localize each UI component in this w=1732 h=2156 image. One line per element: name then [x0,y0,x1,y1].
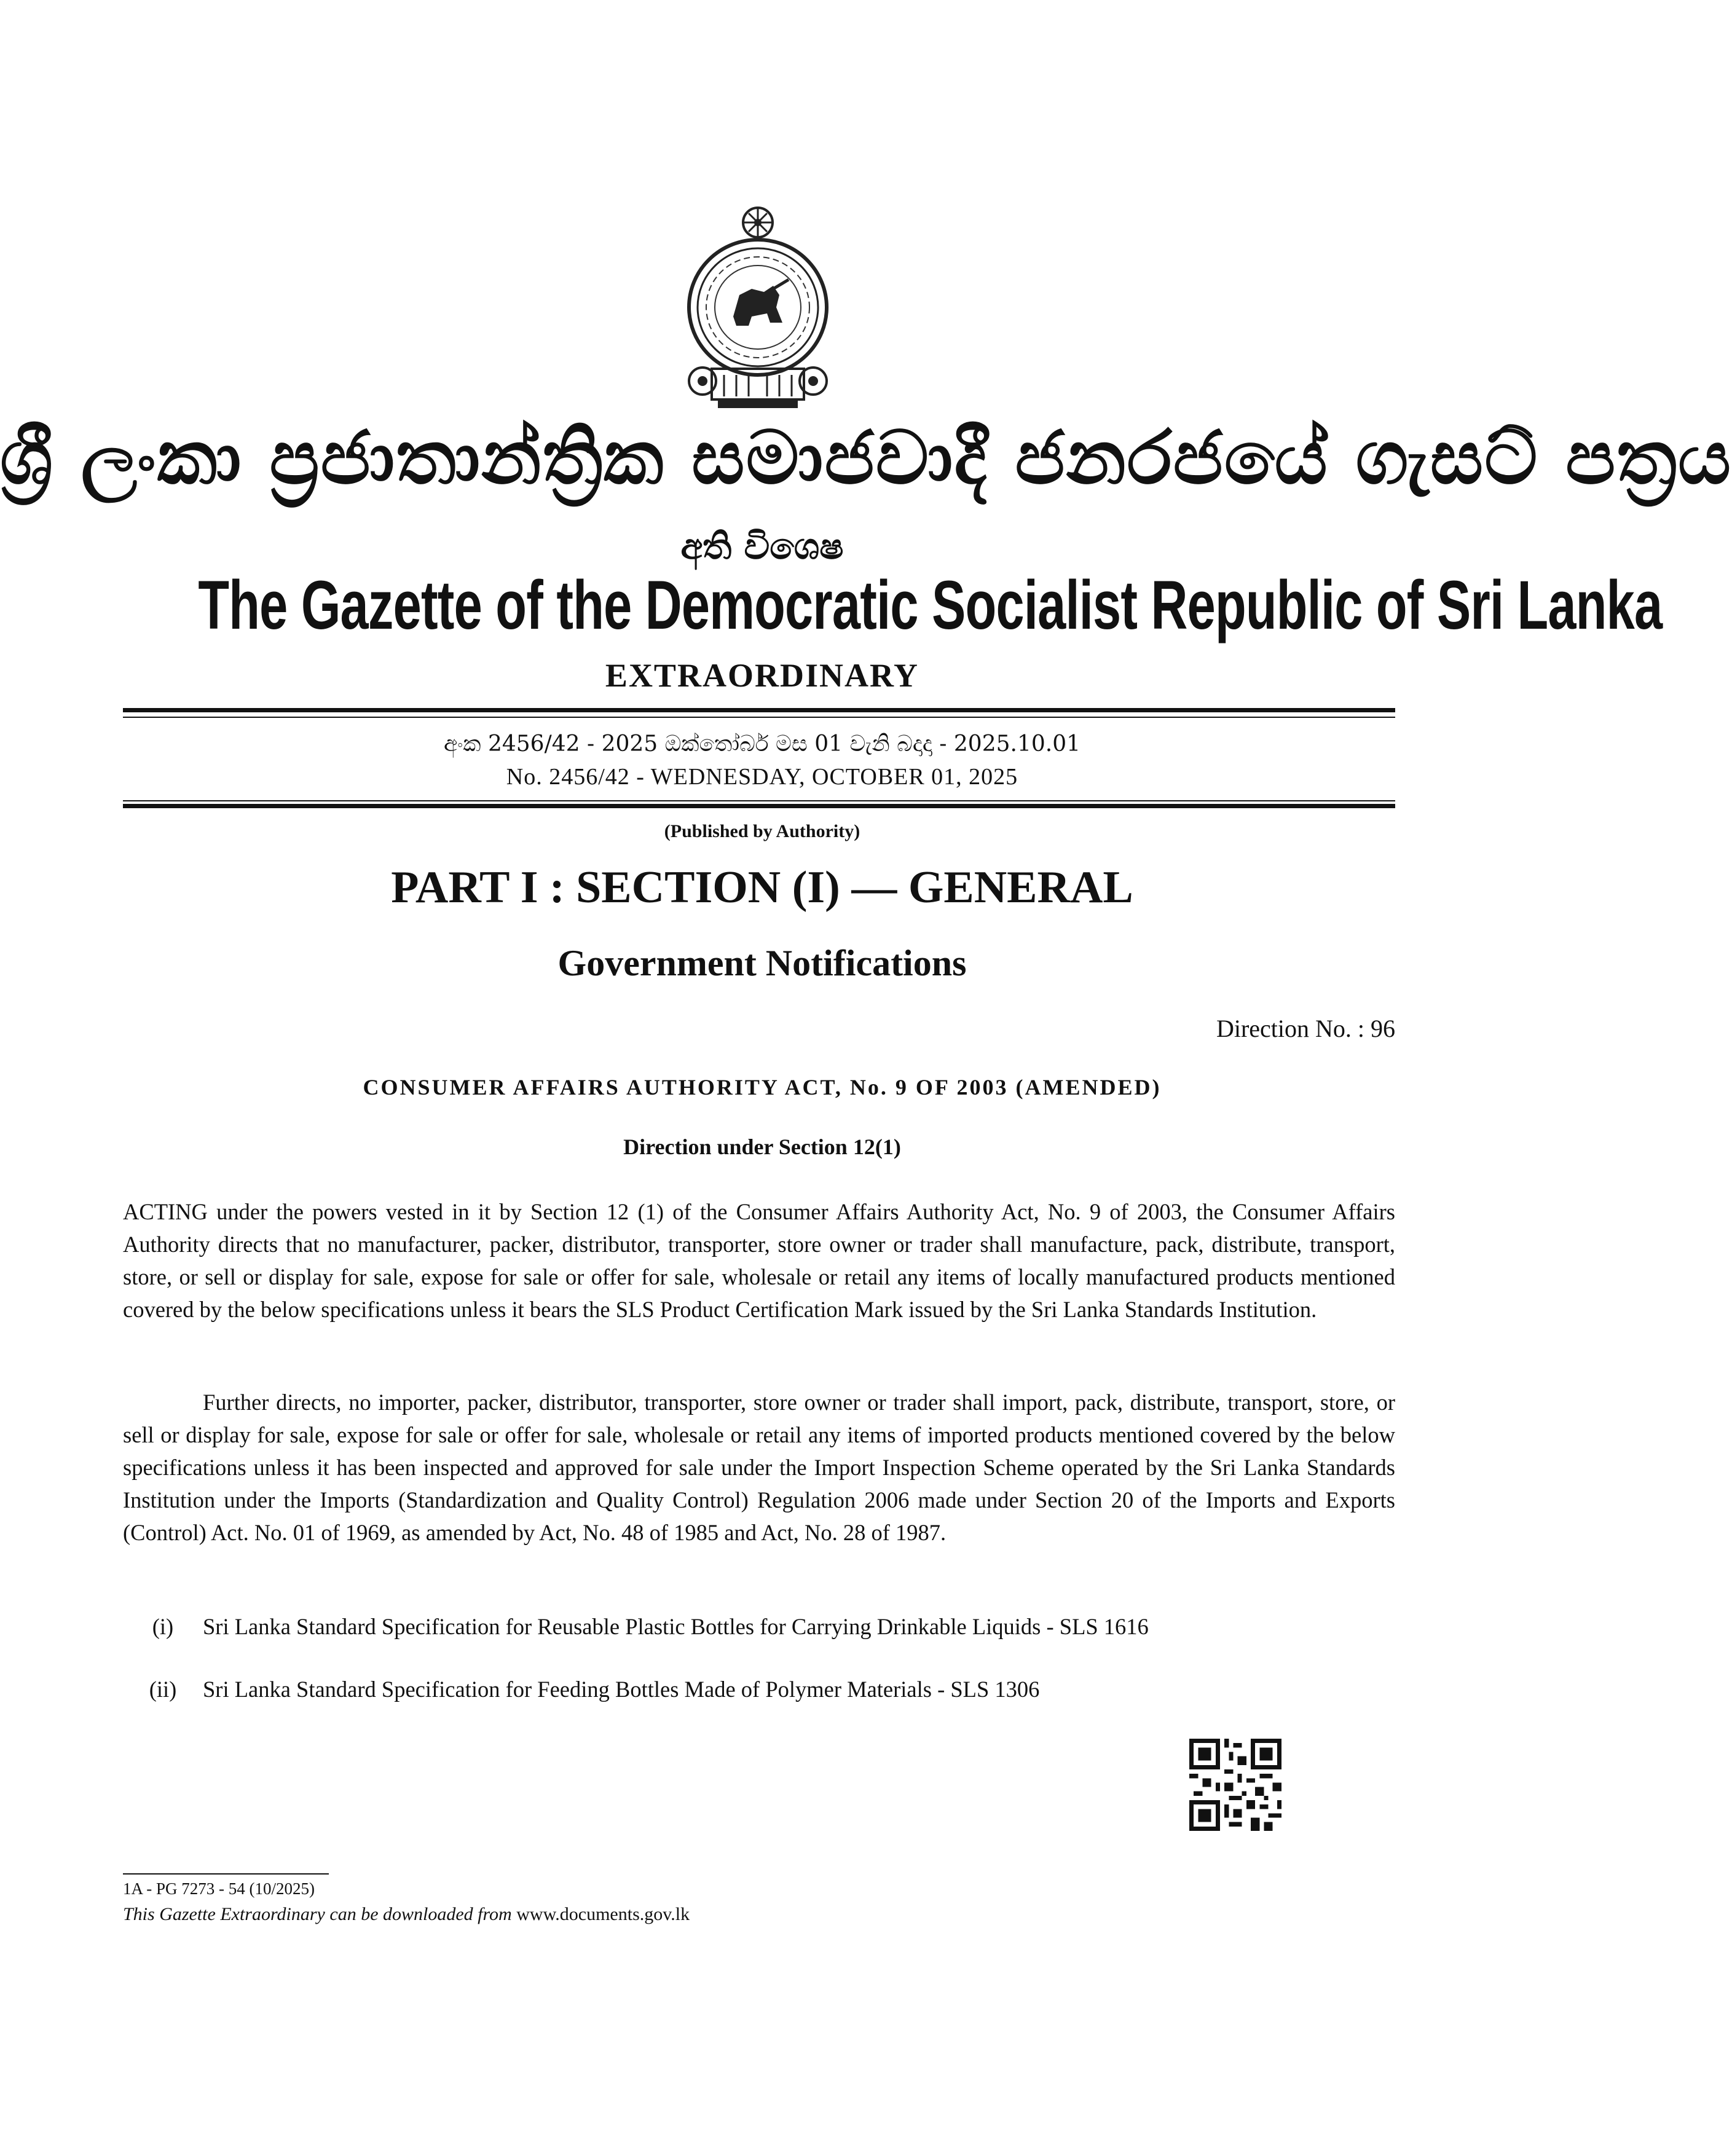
issue-line-english: No. 2456/42 - WEDNESDAY, OCTOBER 01, 2025 [506,764,1018,790]
gazette-title-english: The Gazette of the Democratic Socialist Republic of Sri Lanka [198,567,1663,643]
footer-divider [123,1873,329,1875]
header-divider [123,717,1395,718]
specification-item [123,1673,1395,1706]
direction-subheading: Direction under Section 12(1) [623,1135,901,1159]
download-note [123,1904,690,1925]
print-code: 1A - PG 7273 - 54 (10/2025) [123,1879,315,1898]
extraordinary-label-sinhala: අති විශෙෂ [680,525,844,567]
notifications-heading: Government Notifications [557,943,967,983]
specification-number: (ii) [149,1677,177,1702]
specification-number: (i) [152,1614,174,1639]
body-paragraph: ACTING under the powers vested in it by Section 12 (1) of the Consumer Affairs Authority Act, No. 9 of 2003, the Consumer Affairs Authority directs that no manufacturer, packer, distributor, transporter, store owner or trader shall manufacture, pack, distribute, transport, store, or sell or display for sale, expose for sale or offer for sale, wholesale or retail any items of locally manufactured products mentioned covered by the below specifications unless it bears the SLS Product Certification Mark issued by the Sri Lanka Standards Institution. [123,1199,1395,1322]
specification-item [123,1610,1395,1643]
gazette-title-sinhala: ශ්‍රී ලංකා ප්‍රජාතාන්ත්‍රික සමාජවාදී ජනරජයේ ගැසට් පත්‍රය [0,415,1732,501]
download-note-text: This Gazette Extraordinary can be downloaded from [123,1904,512,1924]
part-heading: PART I : SECTION (I) — GENERAL [391,862,1133,913]
body-paragraph: Further directs, no importer, packer, distributor, transporter, store owner or trader shall import, pack, distribute, transport, store, or sell or display for sale, expose for sale or offer for sale, wholesale or retail any items of imported products mentioned covered by the below specifications unless it has been inspected and approved for sale under the Import Inspection Scheme operated by the Sri Lanka Standards Institution under the Imports (Standardization and Quality Control) Regulation 2006 made under Section 20 of the Imports and Exports (Control) Act. No. 01 of 1969, as amended by Act, No. 48 of 1985 and Act, No. 28 of 1987. [123,1390,1395,1545]
sri-lanka-emblem-icon [681,203,835,412]
specification-text: Sri Lanka Standard Specification for Reusable Plastic Bottles for Carrying Drinkable Liquids - SLS 1616 [203,1614,1149,1639]
issue-line-sinhala: අංක 2456/42 - 2025 ඔක්තෝබර් මස 01 වැනි බදාදා - 2025.10.01 [443,731,1081,757]
act-title: CONSUMER AFFAIRS AUTHORITY ACT, No. 9 OF 2003 (AMENDED) [363,1075,1162,1100]
issue-divider [123,800,1395,801]
specification-text: Sri Lanka Standard Specification for Feeding Bottles Made of Polymer Materials - SLS 1306 [203,1677,1040,1702]
qr-code-icon [1189,1736,1281,1833]
extraordinary-label: EXTRAORDINARY [605,657,919,694]
direction-number: Direction No. : 96 [1216,1015,1395,1042]
issue-divider [123,804,1395,808]
download-link[interactable]: www.documents.gov.lk [516,1904,690,1924]
header-divider [123,708,1395,712]
published-by-authority: (Published by Authority) [664,821,860,841]
